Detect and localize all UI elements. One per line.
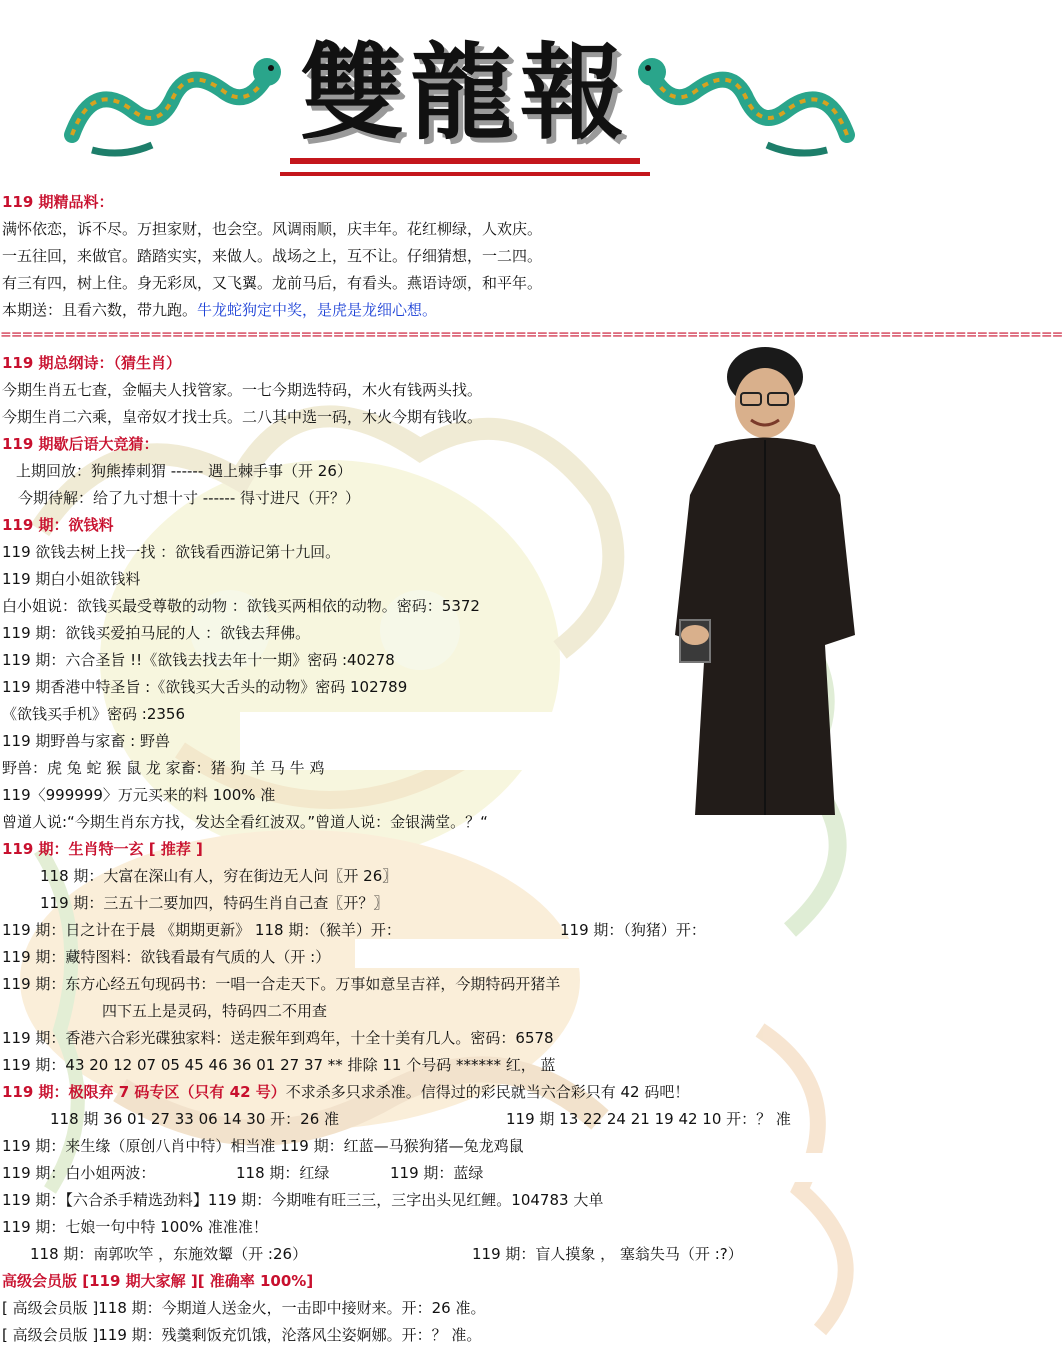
man-portrait-image <box>655 335 870 830</box>
tip-line: 119 期：蓝绿 <box>390 1164 484 1182</box>
tip-line: 119 期：（狗猪）开： <box>560 921 706 939</box>
tip-line: 《欲钱买手机》密码 :2356 <box>2 705 185 723</box>
gift-highlight: 牛龙蛇狗定中奖，是虎是龙细心想。 <box>197 301 438 319</box>
tip-line: 119 期：三五十二要加四，特码生肖自己查〖开？〗 <box>40 894 389 912</box>
vip-line: [ 高级会员版 ]119 期：残羹剩饭充饥饿，沦落风尘姿婀娜。开：？ 准。 <box>2 1326 482 1344</box>
poem-line: 今期生肖五七查，金幅夫人找管家。一七今期选特码，木火有钱两头找。 <box>2 381 483 399</box>
tip-line: 119 期：盲人摸象 ， 塞翁失马（开 :?） <box>472 1245 743 1263</box>
tip-line: 118 期：大富在深山有人，穷在街边无人问〖开 26〗 <box>40 867 398 885</box>
jixian-title: 119 期：极限弃 7 码专区（只有 42 号） <box>2 1083 286 1101</box>
poem-line: 满怀依恋，诉不尽。万担家财，也会空。风调雨顺，庆丰年。花红柳绿，人欢庆。 <box>2 220 543 238</box>
section-heading: 119 期歇后语大竞猜： <box>2 435 159 453</box>
title-underline <box>290 158 640 164</box>
tip-line: 119 期：白小姐两波： <box>2 1164 156 1182</box>
tip-line: 四下五上是灵码，特码四二不用查 <box>102 1002 328 1020</box>
section-heading: 119 期：生肖特一玄 [ 推荐 ] <box>2 840 203 858</box>
dragon-left-icon <box>62 40 287 165</box>
vip-line: [ 高级会员版 ]118 期：今期道人送金火，一击即中接财来。开：26 准。 <box>2 1299 486 1317</box>
jixian-note: 不求杀多只求杀准。信得过的彩民就当六合彩只有 42 码吧！ <box>285 1083 690 1101</box>
poem-line: 一五往回，来做官。踏踏实实，来做人。战场之上，互不让。仔细猜想，一二四。 <box>2 247 543 265</box>
riddle-line: 今期待解：给了九寸想十寸 ------ 得寸进尺（开？） <box>18 489 361 507</box>
poem-line: 有三有四，树上住。身无彩凤，又飞翼。龙前马后，有看头。燕语诗颂，和平年。 <box>2 274 543 292</box>
tip-line: 118 期：南郭吹竿 ，东施效颦（开 :26） <box>30 1245 308 1263</box>
tip-line: 119 期香港中特圣旨 :《欲钱买大舌头的动物》密码 102789 <box>2 678 408 696</box>
tip-line: 白小姐说：欲钱买最受尊敬的动物 ：欲钱买两相依的动物。密码：5372 <box>2 597 480 615</box>
tip-line: 119 期：【六合杀手精选劲料】119 期：今期唯有旺三三，三字出头见红鲤。104783 大单 <box>2 1191 604 1209</box>
tip-line: 119 期：日之计在于晨 《期期更新》 118 期：（猴羊）开： <box>2 921 401 939</box>
dragon-right-icon <box>632 40 857 165</box>
tip-line: 119〈999999〉万元买来的料 100% 准 <box>2 786 276 804</box>
section-heading: 119 期总纲诗：（猜生肖） <box>2 354 182 372</box>
gift-prefix: 本期送：且看六数，带九跑。 <box>2 301 198 319</box>
newspaper-title: 雙龍報 <box>299 31 630 154</box>
tip-line: 119 期野兽与家畜 : 野兽 <box>2 732 170 750</box>
tip-line: 118 期：红绿 <box>236 1164 330 1182</box>
poem-line: 今期生肖二六乘，皇帝奴才找士兵。二八其中选一码，木火今期有钱收。 <box>2 408 483 426</box>
tip-line: 119 期：43 20 12 07 05 45 46 36 01 27 37 ** 排除 11 个号码 ****** 红， 蓝 <box>2 1056 556 1074</box>
tip-line: 119 期：七娘一句中特 100% 准准准！ <box>2 1218 268 1236</box>
tip-line: 119 期：来生缘（原创八肖中特）相当准 119 期：红蓝—马猴狗猪—兔龙鸡鼠 <box>2 1137 524 1155</box>
text-highlight <box>600 1153 840 1182</box>
tip-line: 119 欲钱去树上找一找 ：欲钱看西游记第十九回。 <box>2 543 341 561</box>
number-line: 119 期 13 22 24 21 19 42 10 开：？ 准 <box>506 1110 791 1128</box>
tip-line: 119 期：六合圣旨 !!《欲钱去找去年十一期》密码 :40278 <box>2 651 395 669</box>
gift-line <box>2 299 437 321</box>
tip-line: 119 期：香港六合彩光碟独家料：送走猴年到鸡年，十全十美有几人。密码：6578 <box>2 1029 554 1047</box>
masthead <box>0 0 900 190</box>
tip-line: 曾道人说:“今期生肖东方找，发达全看红波双。”曾道人说：金银满堂。？“ <box>2 813 488 831</box>
tip-line: 119 期：东方心经五句现码书：一唱一合走天下。万事如意呈吉祥，今期特码开猪羊 <box>2 975 561 993</box>
text-highlight <box>355 939 850 968</box>
riddle-line: 上期回放：狗熊捧刺猬 ------ 遇上棘手事（开 26） <box>16 462 352 480</box>
jixian-heading <box>2 1081 689 1103</box>
divider: =================================================================================================== <box>0 327 1062 343</box>
tip-line: 119 期白小姐欲钱料 <box>2 570 141 588</box>
tip-line: 野兽：虎 兔 蛇 猴 鼠 龙 家畜：猪 狗 羊 马 牛 鸡 <box>2 759 325 777</box>
tip-line: 119 期：藏特图料：欲钱看最有气质的人（开 :） <box>2 948 331 966</box>
section-heading: 高级会员版 [119 期大家解 ][ 准确率 100%] <box>2 1272 314 1290</box>
section-heading: 119 期精品料： <box>2 193 114 211</box>
section-heading: 119 期：欲钱料 <box>2 516 114 534</box>
tip-line: 119 期：欲钱买爱拍马屁的人 ：欲钱去拜佛。 <box>2 624 311 642</box>
title-underline-2 <box>280 172 650 176</box>
number-line: 118 期 36 01 27 33 06 14 30 开：26 准 <box>50 1110 340 1128</box>
